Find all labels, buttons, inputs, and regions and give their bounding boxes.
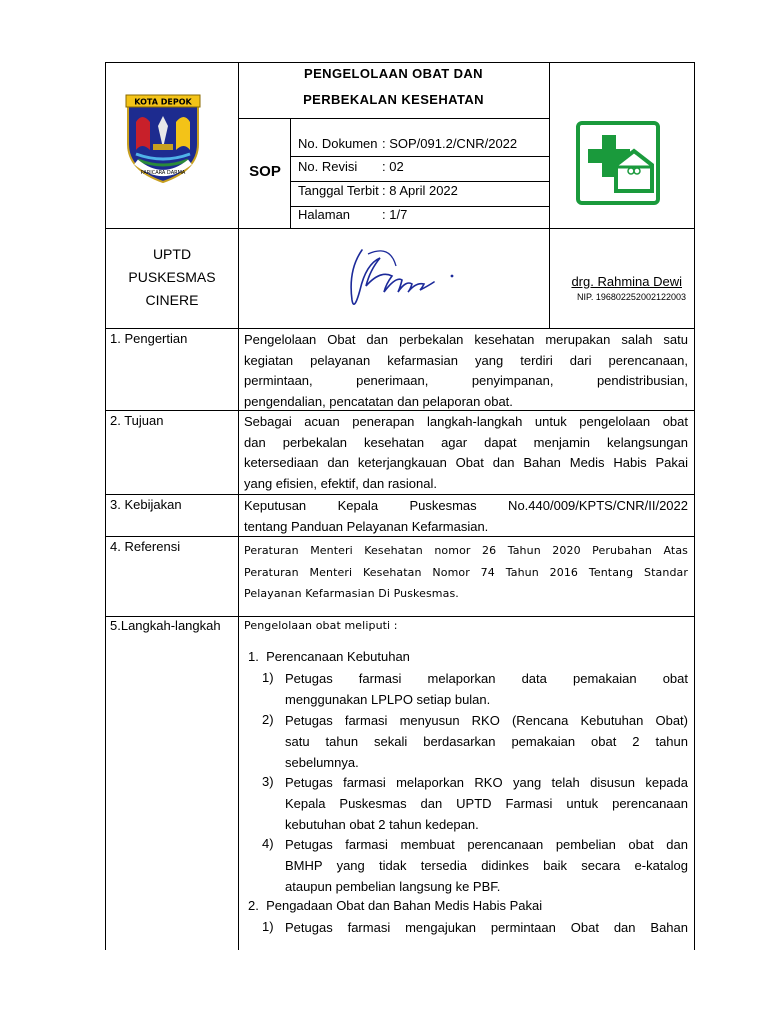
text-line: kebutuhan obat 2 tahun kedepan. (285, 816, 479, 832)
puskesmas-logo (576, 121, 660, 205)
text-line: Peraturan Menteri Kesehatan nomor 26 Tahun 2020 Perubahan Atas (244, 544, 688, 557)
text-line: sebelumnya. (285, 754, 359, 770)
org-line-1: UPTD (152, 246, 192, 262)
field-halaman (298, 207, 548, 223)
text-line: Pelayanan Kefarmasian Di Puskesmas. (244, 587, 459, 600)
title-line-2: PERBEKALAN KESEHATAN (303, 92, 484, 107)
item-number: 1) (262, 670, 274, 685)
item-perencanaan-1 (285, 669, 688, 711)
text-pengertian (244, 330, 688, 412)
label-pengertian: 1. Pengertian (110, 331, 188, 346)
item-perencanaan-3 (285, 773, 688, 835)
text-line: ketersediaan dan keterjangkauan Obat dan Bahan Medis Habis Pakai (244, 455, 688, 470)
item-perencanaan-2 (285, 711, 688, 773)
field-value: : SOP/091.2/CNR/2022 (382, 136, 518, 151)
heading-pengadaan: 2. Pengadaan Obat dan Bahan Medis Habis Pakai (248, 898, 543, 913)
text-line: Keputusan Kepala Puskesmas No.440/009/KPTS/CNR/II/2022 (244, 498, 688, 513)
label-kebijakan: 3. Kebijakan (110, 497, 182, 512)
text-line: menggunakan LPLPO setiap bulan. (285, 691, 491, 707)
org-name (106, 243, 238, 312)
org-line-3: CINERE (145, 292, 199, 308)
text-line: kegiatan pelayanan kefarmasian yang terdiri dari perencanaan, (244, 352, 688, 368)
field-label: No. Revisi (298, 159, 358, 174)
item-number: 1) (262, 919, 274, 934)
item-number: 3) (262, 774, 274, 789)
text-line: Peraturan Menteri Kesehatan Nomor 74 Tahun 2016 Tentang Standar (244, 565, 688, 579)
org-line-2: PUSKESMAS (128, 269, 216, 285)
label-referensi: 4. Referensi (110, 539, 181, 554)
field-no-dokumen (298, 136, 548, 152)
logo-motto: PARICARA DARMA (140, 170, 186, 176)
text-line: Petugas farmasi menyusun RKO (Rencana Kebutuhan Obat) (285, 713, 688, 728)
text-line: Kepala Puskesmas dan UPTD Farmasi untuk perencanaan (285, 795, 688, 811)
text-line: permintaan, penerimaan, penyimpanan, pendistribusian, (244, 373, 688, 388)
field-label: Tanggal Terbit (298, 183, 379, 198)
text-line: Petugas farmasi membuat perencanaan pembelian obat dan (285, 837, 688, 852)
field-value: : 8 April 2022 (382, 183, 458, 198)
field-no-revisi (298, 159, 548, 175)
item-number: 4) (262, 836, 274, 851)
item-number: 2) (262, 712, 274, 727)
text-line: satu tahun sekali berdasarkan pemakaian obat 2 tahun (285, 733, 688, 749)
text-line: tentang Panduan Pelayanan Kefarmasian. (244, 518, 489, 534)
text-referensi (244, 540, 688, 605)
sop-label: SOP (249, 163, 281, 180)
kota-depok-logo (122, 92, 204, 184)
signatory-name: drg. Rahmina Dewi (571, 274, 682, 289)
text-line: Pengelolaan Obat dan perbekalan kesehatan merupakan salah satu (244, 332, 688, 347)
text-line: Petugas farmasi mengajukan permintaan Obat dan Bahan (285, 920, 688, 935)
text-line: pengendalian, pencatatan dan pelaporan obat. (244, 393, 513, 409)
text-line: yang efisien, efektif, dan rasional. (244, 475, 437, 491)
field-tanggal-terbit (298, 183, 548, 199)
text-line: BMHP yang tidak tersedia didinkes baik secara e-katalog (285, 857, 688, 873)
text-line: Petugas farmasi melaporkan RKO yang telah disusun kepada (285, 775, 688, 790)
label-tujuan: 2. Tujuan (110, 413, 164, 428)
text-kebijakan (244, 496, 688, 537)
item-pengadaan-1 (285, 918, 688, 939)
text-line: Sebagai acuan penerapan langkah-langkah untuk pengelolaan obat (244, 414, 688, 429)
text-langkah-intro: Pengelolaan obat meliputi : (244, 619, 398, 632)
title-line-1: PENGELOLAAN OBAT DAN (304, 66, 483, 81)
logo-text: KOTA DEPOK (134, 97, 192, 107)
text-line: dan perbekalan kesehatan agar dapat menjamin kelangsungan (244, 434, 688, 450)
field-value: : 02 (382, 159, 404, 174)
text-line: Petugas farmasi melaporkan data pemakaian obat (285, 671, 688, 686)
field-label: Halaman (298, 207, 351, 222)
field-label: No. Dokumen (298, 136, 378, 151)
text-line: ataupun pembelian langsung ke PBF. (285, 878, 501, 894)
signature (340, 240, 470, 316)
signatory-nip: NIP. 196802252002122003 (577, 292, 686, 302)
text-tujuan (244, 412, 688, 494)
label-langkah: 5.Langkah-langkah (110, 618, 221, 633)
item-perencanaan-4 (285, 835, 688, 897)
field-value: : 1/7 (382, 207, 408, 222)
heading-perencanaan: 1. Perencanaan Kebutuhan (248, 649, 410, 664)
